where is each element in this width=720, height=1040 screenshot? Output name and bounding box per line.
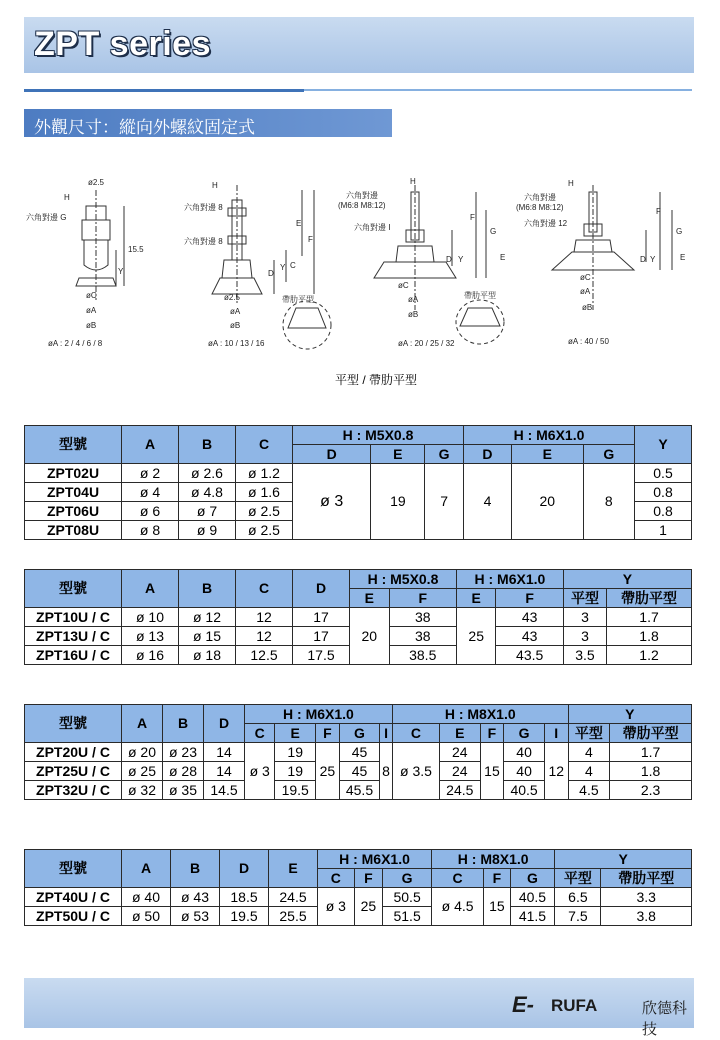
cell-flat: 4.5	[568, 781, 610, 800]
cell-model: ZPT08U	[25, 521, 122, 540]
th-model: 型號	[25, 705, 122, 743]
th-e: E	[350, 589, 390, 608]
cell-d: 17	[293, 608, 350, 627]
th-f: F	[496, 589, 563, 608]
th-e: E	[371, 445, 425, 464]
cell-flat: 3.5	[563, 646, 606, 665]
th-c: C	[392, 724, 439, 743]
spec-table-2	[24, 569, 692, 665]
table-row	[25, 608, 692, 627]
cell-model: ZPT20U / C	[25, 743, 122, 762]
d4-a: øA	[580, 287, 591, 296]
cell-model: ZPT16U / C	[25, 646, 122, 665]
d4-e: E	[680, 253, 686, 262]
cell-f-m6: 25	[315, 743, 339, 800]
th-c: C	[236, 426, 293, 464]
cell-rib: 3.8	[601, 907, 692, 926]
th-f: F	[480, 724, 504, 743]
th-c: C	[432, 869, 484, 888]
cell-g-m5: 7	[425, 464, 464, 540]
cell-c: ø 1.6	[236, 483, 293, 502]
drawing-large	[374, 185, 504, 344]
table-row	[25, 464, 692, 483]
cell-g-m8: 40	[504, 743, 545, 762]
drawing-small	[76, 190, 124, 300]
d1-y: Y	[118, 267, 124, 276]
table-row	[25, 781, 692, 800]
th-f: F	[484, 869, 510, 888]
cell-g-m6: 8	[583, 464, 634, 540]
th-flat: 平型	[568, 724, 610, 743]
th-rib: 帶肋平型	[607, 589, 692, 608]
page-footer	[24, 978, 694, 1038]
d2-hex2: 六角對邊 8	[184, 237, 223, 246]
cell-c: ø 2.5	[236, 502, 293, 521]
cell-y: 0.5	[635, 464, 692, 483]
cell-g-m8: 40.5	[510, 888, 555, 907]
th-i: I	[544, 724, 568, 743]
cell-e-m8: 24	[440, 762, 481, 781]
cell-rib: 3.3	[601, 888, 692, 907]
th-group-m6: H : M6X1.0	[318, 850, 432, 869]
d4-y: Y	[650, 255, 656, 264]
th-a: A	[122, 705, 163, 743]
cell-d: 14	[204, 743, 245, 762]
cell-model: ZPT10U / C	[25, 608, 122, 627]
cell-d: 19.5	[220, 907, 269, 926]
th-g: G	[583, 445, 634, 464]
d3-note: øA : 20 / 25 / 32	[398, 339, 455, 348]
cell-flat: 7.5	[555, 907, 601, 926]
cell-e: 24.5	[269, 888, 318, 907]
cell-c: 12.5	[236, 646, 293, 665]
cell-f-m6: 43	[496, 608, 563, 627]
th-g: G	[510, 869, 555, 888]
cell-model: ZPT06U	[25, 502, 122, 521]
cell-e-m6: 19	[275, 762, 316, 781]
page-title: ZPT series	[34, 25, 211, 63]
d2-b: øB	[230, 321, 241, 330]
cell-b: ø 35	[163, 781, 204, 800]
cell-model: ZPT25U / C	[25, 762, 122, 781]
d4-d: D	[640, 255, 646, 264]
cell-a: ø 16	[122, 646, 179, 665]
d2-d: D	[268, 269, 274, 278]
th-y: Y	[563, 570, 691, 589]
cell-a: ø 20	[122, 743, 163, 762]
cell-b: ø 18	[179, 646, 236, 665]
th-y: Y	[555, 850, 692, 869]
d3-d: D	[446, 255, 452, 264]
d3-hex1b: (M6:8 M8:12)	[338, 201, 386, 210]
cell-g-m6: 51.5	[383, 907, 432, 926]
d3-hex2: 六角對邊 I	[354, 223, 391, 232]
cell-f-m5: 38.5	[389, 646, 456, 665]
th-group-m6: H : M6X1.0	[456, 570, 563, 589]
cell-e: 25.5	[269, 907, 318, 926]
cell-g-m6: 45	[339, 743, 380, 762]
d2-h: H	[212, 181, 218, 190]
d1-hex: 六角對邊 G	[26, 213, 67, 222]
th-y: Y	[568, 705, 691, 724]
cell-b: ø 4.8	[179, 483, 236, 502]
cell-rib: 1.7	[610, 743, 692, 762]
cell-c: ø 1.2	[236, 464, 293, 483]
cell-c-m8: ø 4.5	[432, 888, 484, 926]
th-d: D	[463, 445, 511, 464]
d1-note: øA : 2 / 4 / 6 / 8	[48, 339, 103, 348]
cell-d: 17	[293, 627, 350, 646]
th-f: F	[354, 869, 383, 888]
brand-logo: E-	[512, 992, 534, 1017]
cell-a: ø 10	[122, 608, 179, 627]
th-flat: 平型	[555, 869, 601, 888]
d2-f: F	[308, 235, 313, 244]
th-group-m8: H : M8X1.0	[432, 850, 555, 869]
th-rib: 帶肋平型	[610, 724, 692, 743]
cell-model: ZPT02U	[25, 464, 122, 483]
d4-hex1b: (M6:8 M8:12)	[516, 203, 564, 212]
cell-a: ø 13	[122, 627, 179, 646]
cell-e-m6: 19.5	[275, 781, 316, 800]
d1-phi: ø2.5	[88, 178, 105, 187]
cell-rib: 1.8	[610, 762, 692, 781]
th-b: B	[163, 705, 204, 743]
th-e: E	[440, 724, 481, 743]
cell-model: ZPT13U / C	[25, 627, 122, 646]
cell-b: ø 43	[171, 888, 220, 907]
cell-d: 14	[204, 762, 245, 781]
cell-d: 17.5	[293, 646, 350, 665]
section-title: 外觀尺寸：縱向外螺紋固定式	[34, 118, 255, 138]
th-g: G	[383, 869, 432, 888]
d1-h: H	[64, 193, 70, 202]
th-a: A	[122, 570, 179, 608]
cell-e-m8: 24	[440, 743, 481, 762]
th-b: B	[179, 426, 236, 464]
cell-flat: 6.5	[555, 888, 601, 907]
d4-hex2: 六角對邊 12	[524, 219, 568, 228]
th-d: D	[293, 570, 350, 608]
cell-rib: 1.8	[607, 627, 692, 646]
th-a: A	[122, 426, 179, 464]
cell-b: ø 2.6	[179, 464, 236, 483]
th-y: Y	[635, 426, 692, 464]
th-model: 型號	[25, 570, 122, 608]
cell-c-m6: ø 3	[318, 888, 355, 926]
d3-e: E	[500, 253, 506, 262]
cell-f-m5: 38	[389, 627, 456, 646]
cell-e-m8: 24.5	[440, 781, 481, 800]
d1-len: 15.5	[128, 245, 144, 254]
cell-a: ø 2	[122, 464, 179, 483]
spec-table-1	[24, 425, 692, 540]
brand-name: RUFA	[551, 996, 598, 1015]
cell-rib: 2.3	[610, 781, 692, 800]
d4-f: F	[656, 207, 661, 216]
th-b: B	[171, 850, 220, 888]
th-model: 型號	[25, 426, 122, 464]
cell-b: ø 53	[171, 907, 220, 926]
cell-y: 0.8	[635, 502, 692, 521]
cell-i-m8: 12	[544, 743, 568, 800]
cell-c: ø 2.5	[236, 521, 293, 540]
cell-d-m6: 4	[463, 464, 511, 540]
cell-g-m8: 40	[504, 762, 545, 781]
th-e: E	[512, 445, 584, 464]
cell-d-m5: ø 3	[293, 464, 371, 540]
cell-f-m6: 43	[496, 627, 563, 646]
cell-g-m6: 45.5	[339, 781, 380, 800]
d3-hex1: 六角對邊	[346, 191, 378, 200]
cell-model: ZPT40U / C	[25, 888, 122, 907]
th-flat: 平型	[563, 589, 606, 608]
th-group-m8: H : M8X1.0	[392, 705, 568, 724]
cell-g-m6: 50.5	[383, 888, 432, 907]
cell-a: ø 50	[122, 907, 171, 926]
cell-flat: 4	[568, 743, 610, 762]
cell-e-m6: 20	[512, 464, 584, 540]
table-row	[25, 888, 692, 907]
th-c: C	[245, 724, 275, 743]
cell-i-m6: 8	[380, 743, 393, 800]
th-c: C	[318, 869, 355, 888]
cell-flat: 4	[568, 762, 610, 781]
d3-y: Y	[458, 255, 464, 264]
th-a: A	[122, 850, 171, 888]
cell-f-m8: 15	[484, 888, 510, 926]
th-e: E	[275, 724, 316, 743]
d1-b: øB	[86, 321, 97, 330]
th-group-m6: H : M6X1.0	[463, 426, 634, 445]
cell-b: ø 7	[179, 502, 236, 521]
d2-hex1: 六角對邊 8	[184, 203, 223, 212]
cell-e-m6: 19	[275, 743, 316, 762]
page-header	[24, 17, 694, 73]
cell-f-m6: 43.5	[496, 646, 563, 665]
cell-b: ø 15	[179, 627, 236, 646]
spec-table-3	[24, 704, 692, 800]
cell-a: ø 8	[122, 521, 179, 540]
th-group-m5: H : M5X0.8	[350, 570, 457, 589]
cell-c-m6: ø 3	[245, 743, 275, 800]
cell-model: ZPT32U / C	[25, 781, 122, 800]
cell-a: ø 6	[122, 502, 179, 521]
cell-flat: 3	[563, 608, 606, 627]
cell-a: ø 4	[122, 483, 179, 502]
cell-e-m6: 25	[456, 608, 496, 665]
d2-y: Y	[280, 263, 286, 272]
d4-h: H	[568, 179, 574, 188]
cell-b: ø 23	[163, 743, 204, 762]
cell-c: 12	[236, 627, 293, 646]
cell-f-m5: 38	[389, 608, 456, 627]
d4-hex1: 六角對邊	[524, 193, 556, 202]
cell-g-m6: 45	[339, 762, 380, 781]
th-f: F	[389, 589, 456, 608]
th-b: B	[179, 570, 236, 608]
th-model: 型號	[25, 850, 122, 888]
divider-accent	[24, 89, 304, 92]
cell-model: ZPT04U	[25, 483, 122, 502]
cell-rib: 1.2	[607, 646, 692, 665]
cell-g-m8: 41.5	[510, 907, 555, 926]
cell-y: 0.8	[635, 483, 692, 502]
d2-rib: 帶肋平型	[282, 295, 314, 304]
cell-rib: 1.7	[607, 608, 692, 627]
th-c: C	[236, 570, 293, 608]
cell-c: 12	[236, 608, 293, 627]
th-d: D	[204, 705, 245, 743]
d1-c: øC	[86, 291, 97, 300]
cell-c-m8: ø 3.5	[392, 743, 439, 800]
cell-f-m8: 15	[480, 743, 504, 800]
d4-g: G	[676, 227, 683, 236]
d2-e: E	[296, 219, 302, 228]
cell-y: 1	[635, 521, 692, 540]
cell-a: ø 40	[122, 888, 171, 907]
cell-g-m8: 40.5	[504, 781, 545, 800]
d3-g: G	[490, 227, 497, 236]
cell-b: ø 28	[163, 762, 204, 781]
table-row	[25, 762, 692, 781]
cell-d: 18.5	[220, 888, 269, 907]
spec-table-4	[24, 849, 692, 926]
th-d: D	[220, 850, 269, 888]
d4-b: øB	[582, 303, 593, 312]
cell-b: ø 12	[179, 608, 236, 627]
th-g: G	[339, 724, 380, 743]
d3-a: øA	[408, 295, 419, 304]
cell-e-m5: 20	[350, 608, 390, 665]
d4-note: øA : 40 / 50	[568, 337, 609, 346]
cell-b: ø 9	[179, 521, 236, 540]
cell-a: ø 25	[122, 762, 163, 781]
cell-model: ZPT50U / C	[25, 907, 122, 926]
th-e: E	[269, 850, 318, 888]
d4-c: øC	[580, 273, 591, 282]
company-name: 欣德科技	[642, 1000, 688, 1038]
th-d: D	[293, 445, 371, 464]
d2-phi: ø2.5	[224, 293, 241, 302]
cell-flat: 3	[563, 627, 606, 646]
d3-b: øB	[408, 310, 419, 319]
d3-h: H	[410, 177, 416, 186]
th-f: F	[315, 724, 339, 743]
d2-note: øA : 10 / 13 / 16	[208, 339, 265, 348]
d1-a: øA	[86, 306, 97, 315]
cell-f-m6: 25	[354, 888, 383, 926]
cell-a: ø 32	[122, 781, 163, 800]
th-g: G	[425, 445, 464, 464]
d2-a: øA	[230, 307, 241, 316]
d3-f: F	[470, 213, 475, 222]
dimension-drawings	[24, 170, 694, 370]
th-e: E	[456, 589, 496, 608]
th-i: I	[380, 724, 393, 743]
cell-e-m5: 19	[371, 464, 425, 540]
d2-c: C	[290, 261, 296, 270]
drawing-xlarge	[552, 185, 672, 310]
cell-d: 14.5	[204, 781, 245, 800]
table-row	[25, 743, 692, 762]
th-rib: 帶肋平型	[601, 869, 692, 888]
section-heading	[24, 109, 392, 137]
d3-c: øC	[398, 281, 409, 290]
th-group-m5: H : M5X0.8	[293, 426, 464, 445]
d3-rib: 帶肋平型	[464, 291, 496, 300]
th-group-m6: H : M6X1.0	[245, 705, 393, 724]
th-g: G	[504, 724, 545, 743]
drawing-caption: 平型 / 帶肋平型	[335, 373, 418, 387]
